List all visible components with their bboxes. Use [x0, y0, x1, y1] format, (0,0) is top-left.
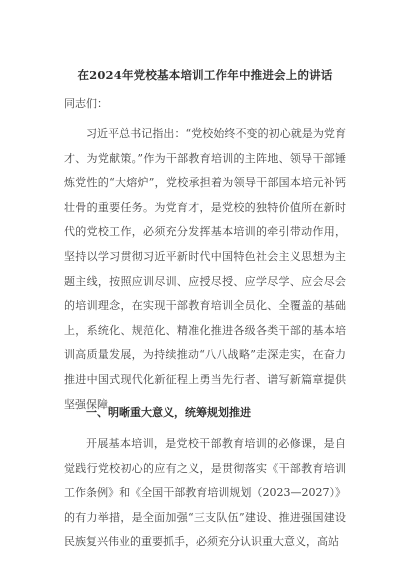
section-paragraph: 开展基本培训，是党校干部教育培训的必修课，是自觉践行党校初心的应有之义，是贯彻落实《干部教育培训工作条例》和《全国干部教育培训规划（2023—2027）》的有力举措，是全面加强“三支队伍”建设、推进强国建设民族复兴伟业的重要抓手，必须充分认识重大意义，高站: [64, 437, 346, 549]
section-heading: 一、明晰重大意义，统筹规划推进: [86, 406, 251, 419]
opening-paragraph: 习近平总书记指出：“党校始终不变的初心就是为党育才、为党献策。”作为干部教育培训的主阵地、领导干部锤炼党性的“大熔炉”，党校承担着为领导干部国本培元补钙壮骨的重要任务。为党育才，是党校的独特价值所在新时代的党校工作，必须充分发挥基本培训的牵引带动作用，坚持以学习贯彻习近平新时代中国特色社会主义思想为主题主线，按照应训尽训、应授尽授、应学尽学、应会尽会的培训理念，在实现干部教育培训全员化、全覆盖的基础上，系统化、规范化、精准化推进各级各类干部的基本培训高质量发展，为持续推动“八八战略”走深走实，在奋力推进中国式现代化新征程上勇当先行者、谱写新篇章提供坚强保障。: [64, 127, 346, 411]
document-title: 在2024年党校基本培训工作年中推进会上的讲话: [77, 68, 333, 82]
salutation: 同志们：: [64, 97, 108, 110]
